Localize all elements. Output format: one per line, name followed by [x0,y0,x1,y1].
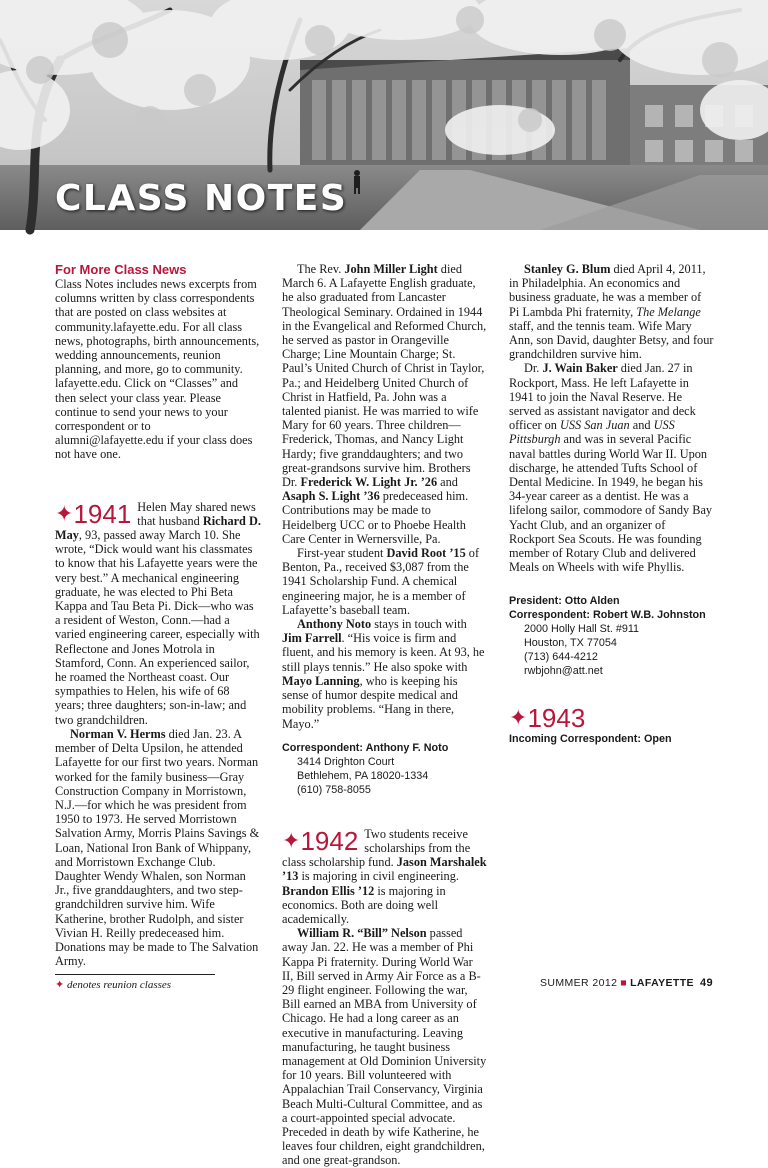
correspondent-address-line1: 3414 Drighton Court [297,755,395,768]
class-1942-officers [509,594,714,678]
correspondent-email: rwbjohn@att.net [524,665,603,678]
correspondent-label: Incoming Correspondent: Open [509,733,672,746]
class-year-badge-1941 [55,498,132,529]
page-title: CLASS NOTES [55,178,348,219]
class-1942-section [282,827,487,1168]
issue-label: SUMMER 2012 [539,977,618,989]
president-label: President: Otto Alden [509,595,620,608]
correspondent-phone: (610) 758-8055 [297,783,371,796]
separator-square-icon: ■ [620,977,628,989]
footer-rule [55,974,215,975]
class-year-badge-1942 [282,825,359,856]
class-1941-entry-may: Helen May shared news that husband Richard D. May, 93, passed away March 10. She wrote, “Dick would want his classmates to know that his Lafayette years were the very best.” A mechanical engineering graduate, he was elected to Phi Beta Kappa and Tau Beta Pi. Dick—who was a resident of Weston, Conn.—had a varied engineering career, especially with Reflectone and Jones Motrola in Stamford, Conn. An experienced sailor, he roamed the Northeast coast. Our sympathies to Helen, his wife of 68 years; three daughters; son-in-law; and two grandchildren. [55,499,261,727]
footer-reunion-note: ✦ denotes reunion classes [55,979,172,991]
magazine-name: LAFAYETTE [630,977,694,989]
class-1941-section [55,500,261,969]
class-1942-entry-nelson: William R. “Bill” Nelson passed away Jan. 22. He was a member of Phi Kappa Pi fraternity. During World War II, Bill served in Army Air Force as a B-29 flight engineer. Following the war, Bill earned an MBA from University of Chicago. He had a long career as an executive in manufacturing. Leaving manufacturing, he taught business management at Old Dominion University for 10 years. Bill volunteered with Appalachian Trail Conservancy, Virginia Beach Multi-Cultural Committee, and as a court-appointed special advocate. Preceded in death by wife Katherine, he leaves four children, eight grandchildren, and one great-grandson. [282,926,487,1168]
correspondent-label: Correspondent: Anthony F. Noto [282,741,449,754]
header-photo [0,0,768,230]
class-1941-entry-noto: Anthony Noto stays in touch with Jim Farrell. “His voice is firm and fluent, and his memory is keen. At 93, he still plays tennis.” He also spoke with Mayo Lanning, who is keeping his sense of humor despite medical and mobility problems. “Hang in there, Mayo.” [282,617,485,731]
correspondent-phone: (713) 644-4212 [524,651,598,664]
reunion-star-icon: ✦ [55,979,65,991]
correspondent-address-line1: 2000 Holly Hall St. #911 [524,623,640,636]
class-1942-entry-blum: Stanley G. Blum died April 4, 2011, in Philadelphia. An economics and business graduate, he was a member of Pi Lambda Phi fraternity, The Melange staff, and the tennis team. Wife Mary Ann, son David, daughter Betsy, and four grandchildren survive him. [509,262,714,362]
intro-heading: For More Class News [55,262,187,277]
correspondent-address-line2: Bethlehem, PA 18020-1334 [297,769,429,782]
page-number: 49 [699,977,713,989]
column-2 [282,262,487,1168]
intro-body: Class Notes includes news excerpts from columns written by class correspondents that are posted on class websites at community.lafayette.edu. For all class news, photographs, birth announcements, wedding announcements, reunion planning, and more, go to community. lafayette.edu. Click on “Classes” and then select your class year. Please continue to send your news to your correspondent or to alumni@lafayette.edu if your class does not have one. [55,277,260,462]
class-year-1941: 1941 [73,498,132,529]
class-1943-section [509,703,714,746]
column-3 [509,262,714,746]
reunion-star-icon: ✦ [282,827,301,853]
class-1942-entry-baker: Dr. J. Wain Baker died Jan. 27 in Rockport, Mass. He left Lafayette in 1941 to join the Naval Reserve. He served as assistant navigator and deck officer on USS San Juan and USS Pittsburgh and was in several Pacific naval battles during World War II. Upon discharge, he attended Tufts School of Dental Medicine. In 1949, he began his 34-year career as a dentist. He was a lifelong sailor, commodore of Sandy Bay Yacht Club, and an organizer of Rockport Sea Scouts. He was founding member of Rotary Club and delivered Meals on Wheels with wife Phyllis. [509,361,713,575]
class-year-1943: 1943 [527,703,586,734]
reunion-star-icon: ✦ [55,500,74,526]
class-year-1942: 1942 [300,825,359,856]
class-1941-entry-root: First-year student David Root ’15 of Benton, Pa., received $3,087 from the 1941 Scholarship Fund. A chemical engineering major, he is a member of Lafayette’s baseball team. [282,546,480,617]
footer-folio [540,977,713,989]
class-1941-correspondent [282,741,487,797]
class-year-badge-1943 [509,703,714,734]
class-1941-entry-herms: Norman V. Herms died Jan. 23. A member of Delta Upsilon, he attended Lafayette for our first two years. Norman worked for the family business—Gray Construction Company in Morristown, N.J.—for which he was president from 1950 to 1973. He served Morristown Salvation Army, Morris Plains Savings & Loan, National Iron Bank of Whippany, and Morristown Exchange Club. Daughter Wendy Whalen, son Norman Jr., five granddaughters, and two step-grandchildren survive him. Wife Katherine, brother Rudolph, and sister Vivian H. Reilly predeceased him. Donations may be made to The Salvation Army. [55,726,260,969]
column-1 [55,262,261,968]
class-1941-entry-light: The Rev. John Miller Light died March 6. A Lafayette English graduate, he also graduated from Lancaster Theological Seminary. Ordained in 1944 in the Evangelical and Reformed Church, he served as pastor in Orangeville Charge; Line Mountain Charge; St. Paul’s United Church of Christ in Taylor, Pa.; and Heidelberg United Church of Christ in Hatfield, Pa. John was a talented pianist. He was married to wife Mary for 60 years. Three children—Frederick, Thomas, and Nancy Light Hardy; five granddaughters; and two great-grandsons survive him. Brothers Dr. Frederick W. Light Jr. ’26 and Asaph S. Light ’36 predeceased him. Contributions may be made to Heidelberg UCC or to Phoebe Health Care Center in Wernersville, Pa. [282,262,487,546]
correspondent-address-line2: Houston, TX 77054 [524,637,617,650]
reunion-star-icon: ✦ [509,705,528,731]
correspondent-label: Correspondent: Robert W.B. Johnston [509,609,706,622]
class-1942-entry-scholarships: Two students receive scholarships from the class scholarship fund. Jason Marshalek ’13 is majoring in civil engineering. Brandon Ellis ’12 is majoring in economics. Both are doing well academically. [282,826,487,926]
